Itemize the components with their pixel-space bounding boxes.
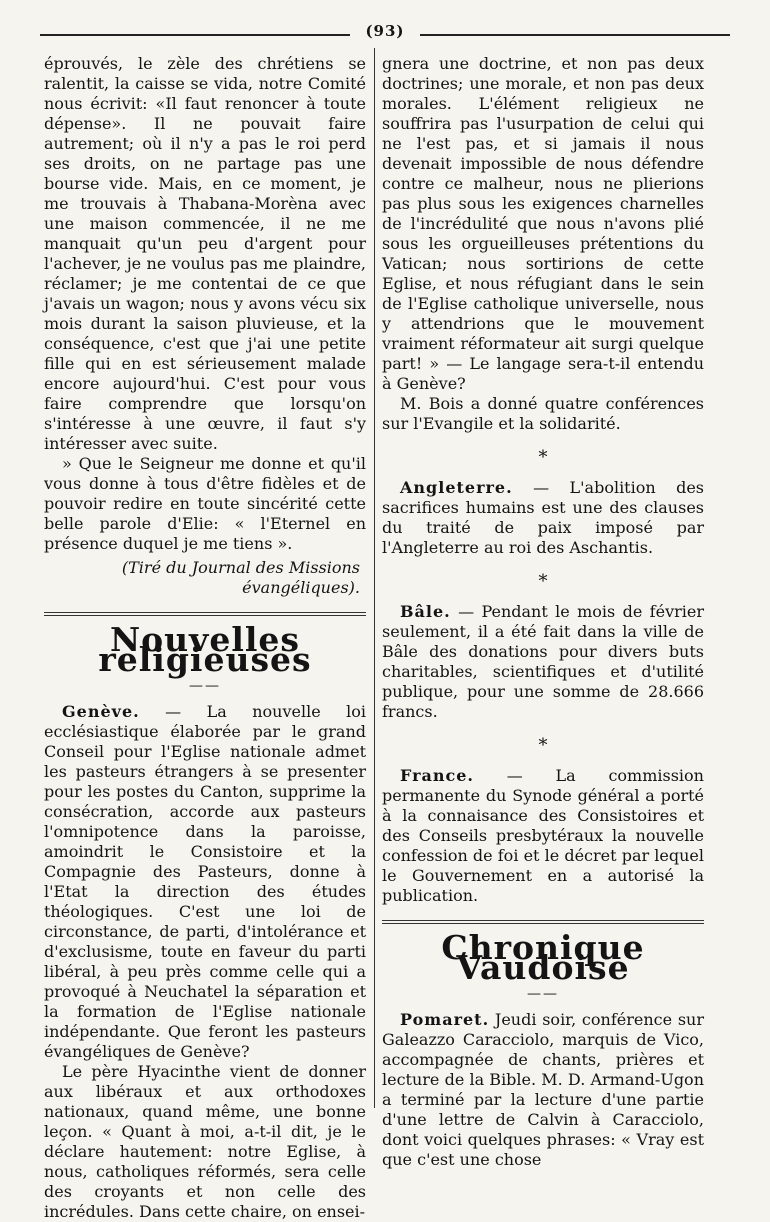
page-number: (93)	[365, 22, 405, 40]
separator-star: *	[538, 571, 548, 592]
section-separator	[44, 612, 366, 616]
separator-star: *	[538, 447, 548, 468]
hyacinthe-paragraph: Le père Hyacinthe vient de donner aux libéraux et aux orthodoxes nationaux, quand même, une bonne leçon. « Quant à moi, a-t-il dit, je le déclare hautement: notre Eglise, à nous, catholiques réformés, sera celle des croyants et non celle des incrédules. Dans cette chaire, on ensei-	[44, 1062, 366, 1221]
angleterre-heading: Angleterre.	[400, 478, 513, 497]
pomaret-item	[382, 1010, 704, 1170]
pomaret-text: Jeudi soir, conférence sur Galeazzo Caracciolo, marquis de Vico, accompagnée de chants, prières et lecture de la Bible. M. D. Armand-Ugon a terminé par la lecture d'une partie d'une lettre de Calvin à Caracciolo, dont voici quelques phrases: « Vray est que c'est une chose	[382, 1010, 704, 1169]
page-header	[40, 22, 730, 44]
france-item	[382, 766, 704, 906]
section-separator	[382, 920, 704, 924]
geneve-text: — La nouvelle loi ecclésiastique élaborée par le grand Conseil pour l'Eglise nationale admet les pasteurs étrangers à se presenter pour les postes du Canton, supprime la consécration, accorde aux pasteurs l'omnipotence dans la paroisse, amoindrit le Consistoire et la Compagnie des Pasteurs, donne à l'Etat la direction des études théologiques. C'est une loi de circonstance, de parti, d'intolérance et d'exclusisme, toute en faveur du parti libéral, à peu près comme celle qui a provoqué à Neuchatel la séparation et la formation de l'Eglise nationale indépendante. Que feront les pasteurs évangéliques de Genève?	[44, 702, 366, 1061]
title-dash: ——	[527, 986, 559, 1002]
title-dash: ——	[189, 678, 221, 694]
left-column	[44, 54, 366, 1222]
closing-paragraph: » Que le Seigneur me donne et qu'il vous donne à tous d'être fidèles et de pouvoir redire en toute sincérité cette belle parole d'Elie: « l'Eternel en présence duquel je me tiens ».	[44, 454, 366, 553]
bale-item	[382, 602, 704, 722]
geneve-heading: Genève.	[62, 702, 140, 721]
pomaret-heading: Pomaret.	[400, 1010, 490, 1029]
header-rule-right	[420, 34, 730, 36]
right-column	[382, 54, 704, 1170]
france-text: — La commission permanente du Synode général a porté à la connaisance des Consistoires et des Conseils presbytéraux la nouvelle confession de foi et le décret par lequel le Gouvernement en a autorisé la publication.	[382, 766, 704, 905]
continuation-paragraph: gnera une doctrine, et non pas deux doctrines; une morale, et non pas deux morales. L'élément religieux ne souffrira pas l'usurpation de celui qui ne l'est pas, et si jamais il nous devenait impossible de nous défendre contre ce malheur, nous ne plierions pas plus sous les exigences charnelles de l'incrédulité que nous n'avons plié sous les orgueilleuses prétentions du Vatican; nous sortirions de cette Eglise, et nous réfugiant dans le sein de l'Eglise catholique universelle, nous y attendrions que le mouvement vraiment réformateur ait surgi quelque part! » — Le langage sera-t-il entendu à Genève?	[382, 54, 704, 393]
source-citation: (Tiré du Journal des Missions évangéliques).	[121, 558, 360, 597]
bale-heading: Bâle.	[400, 602, 451, 621]
separator-star: *	[538, 735, 548, 756]
section-title-chronique: Chronique Vaudoise	[441, 928, 645, 987]
angleterre-text: — L'abolition des sacrifices humains est une des clauses du traité de paix imposé par l'Angleterre au roi des Aschantis.	[382, 478, 704, 557]
angleterre-item	[382, 478, 704, 558]
bois-paragraph: M. Bois a donné quatre conférences sur l'Evangile et la solidarité.	[382, 394, 704, 433]
section-title-nouvelles: Nouvelles religieuses	[98, 620, 312, 679]
bale-text: — Pendant le mois de février seulement, il a été fait dans la ville de Bâle des donations pour divers buts charitables, scientifiques et d'utilité publique, pour une somme de 28.666 francs.	[382, 602, 704, 721]
geneve-item	[44, 702, 366, 1062]
column-divider	[374, 48, 375, 1108]
france-heading: France.	[400, 766, 474, 785]
mission-paragraph: éprouvés, le zèle des chrétiens se ralentit, la caisse se vida, notre Comité nous écrivit: «Il faut renoncer à toute dépense». Il ne pouvait faire autrement; où il n'y a pas le roi perd ses droits, on ne partage pas une bourse vide. Mais, en ce moment, je me trouvais à Thabana-Morèna avec une maison commencée, il ne me manquait qu'un peu d'argent pour l'achever, je ne voulus pas me plaindre, réclamer; je me contentai de ce que j'avais un wagon; nous y avons vécu six mois durant la saison pluvieuse, et la conséquence, c'est que j'ai une petite fille qui en est sérieusement malade encore aujourd'hui. C'est pour vous faire comprendre que lorsqu'on s'intéresse à une œuvre, il faut s'y intéresser avec suite.	[44, 54, 366, 453]
